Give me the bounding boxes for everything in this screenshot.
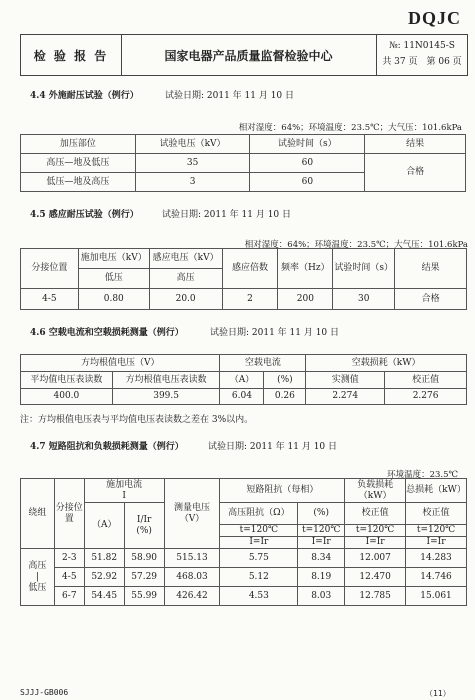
th: 高压 — [149, 269, 222, 289]
cell: 2 — [222, 289, 278, 310]
th: 方均根值电压表读数 — [112, 372, 220, 389]
winding-low: 低压 — [28, 582, 47, 593]
cell: 468.03 — [164, 568, 220, 587]
cell: 399.5 — [112, 389, 220, 405]
cond-cell: t=120℃ — [406, 525, 467, 537]
cell: 60 — [250, 173, 365, 192]
section-4-7-conditions: 环境温度：23.5℃ — [387, 470, 458, 480]
section-4-6-date: 试验日期: 2011 年 11 月 10 日 — [210, 328, 340, 338]
cond-cell: t=120℃ — [298, 525, 345, 537]
th: 测量电压（V） — [164, 479, 220, 549]
cell: 高压—地及低压 — [21, 154, 136, 173]
table-4-6 — [20, 354, 467, 405]
section-4-4-title: 4.4 外施耐压试验（例行） — [30, 91, 139, 101]
cond-cell: I=Ir — [298, 537, 345, 549]
cell: 515.13 — [164, 549, 220, 568]
cell: 6.04 — [220, 389, 264, 405]
th: （A） — [84, 503, 124, 549]
section-4-7-title: 4.7 短路阻抗和负载损耗测量（例行） — [30, 442, 184, 452]
cell: 4.53 — [220, 587, 298, 606]
table-4-5 — [20, 248, 467, 310]
current-symbol: I — [122, 490, 126, 501]
report-number: №: 11N0145-S — [389, 41, 455, 51]
footer-page: （11） — [425, 689, 451, 698]
th: 试验电压（kV） — [135, 135, 250, 154]
cond-cell: t=120℃ — [345, 525, 406, 537]
th: 短路阻抗（每相） — [220, 479, 345, 503]
cell: 35 — [135, 154, 250, 173]
cond-cell: I=Ir — [345, 537, 406, 549]
current-header: 施加电流 — [106, 479, 143, 490]
th: 加压部位 — [21, 135, 136, 154]
cell: 低压—地及高压 — [21, 173, 136, 192]
th: 结果 — [365, 135, 466, 154]
winding-high: 高压 — [28, 560, 47, 571]
section-4-6-note: 注：方均根值电压表与平均值电压表读数之差在 3%以内。 — [20, 415, 254, 425]
cell: 4-5 — [54, 568, 84, 587]
section-4-4-conditions: 相对湿度：64%；环境温度：23.5℃；大气压：101.6kPa — [238, 123, 462, 133]
cell: 30 — [333, 289, 395, 310]
th — [84, 479, 164, 503]
th: 空载损耗（kW） — [306, 355, 467, 372]
th: (%) — [264, 372, 306, 389]
cell: 14.746 — [406, 568, 467, 587]
th: 施加电压（kV） — [78, 249, 149, 269]
cell: 8.34 — [298, 549, 345, 568]
th: 试验时间（s） — [333, 249, 395, 289]
cell: 12.470 — [345, 568, 406, 587]
cond-cell: t=120℃ — [220, 525, 298, 537]
cond-cell: I=Ir — [220, 537, 298, 549]
section-4-5-title: 4.5 感应耐压试验（例行） — [30, 210, 139, 220]
cell: 2-3 — [54, 549, 84, 568]
report-header — [20, 34, 468, 76]
cell: 12.785 — [345, 587, 406, 606]
th: 绕组 — [21, 479, 55, 549]
cell: 15.061 — [406, 587, 467, 606]
cell: 58.90 — [124, 549, 164, 568]
th: 负载损耗（kW） — [345, 479, 406, 503]
cell: 5.75 — [220, 549, 298, 568]
table-4-4 — [20, 134, 466, 192]
cell: 51.82 — [84, 549, 124, 568]
cell: 0.26 — [264, 389, 306, 405]
th: 总损耗（kW） — [406, 479, 467, 503]
ratio-unit: (%) — [136, 525, 152, 536]
report-meta — [377, 38, 467, 70]
th: 感应电压（kV） — [149, 249, 222, 269]
cell: 200 — [278, 289, 333, 310]
th: 空载电流 — [220, 355, 306, 372]
cell: 12.007 — [345, 549, 406, 568]
cell: 52.92 — [84, 568, 124, 587]
cell: 60 — [250, 154, 365, 173]
th: 试验时间（s） — [250, 135, 365, 154]
th: 校正值 — [406, 503, 467, 525]
cell: 3 — [135, 173, 250, 192]
th: 平均值电压表读数 — [21, 372, 113, 389]
result-cell: 合格 — [365, 154, 466, 192]
section-4-6-title: 4.6 空载电流和空载损耗测量（例行） — [30, 328, 184, 338]
th: 高压阻抗（Ω） — [220, 503, 298, 525]
section-4-7-date: 试验日期: 2011 年 11 月 10 日 — [208, 442, 338, 452]
th: 低压 — [78, 269, 149, 289]
th: 结果 — [395, 249, 467, 289]
th: 分接位置 — [54, 479, 84, 549]
winding-cell — [21, 549, 55, 606]
section-4-5-date: 试验日期: 2011 年 11 月 10 日 — [162, 210, 292, 220]
cell: 8.03 — [298, 587, 345, 606]
cell: 400.0 — [21, 389, 113, 405]
th: 方均根值电压（V） — [21, 355, 220, 372]
cell: 14.283 — [406, 549, 467, 568]
cell: 5.12 — [220, 568, 298, 587]
th — [124, 503, 164, 549]
th: 校正值 — [385, 372, 467, 389]
cell: 57.29 — [124, 568, 164, 587]
cell: 20.0 — [149, 289, 222, 310]
th: (%) — [298, 503, 345, 525]
cell: 8.19 — [298, 568, 345, 587]
ratio-header: I/Ir — [136, 514, 152, 525]
th: 感应倍数 — [222, 249, 278, 289]
th: 实测值 — [306, 372, 385, 389]
section-4-5-conditions: 相对湿度：64%；环境温度：23.5℃；大气压：101.6kPa — [244, 240, 468, 250]
footer-code: SJJJ-GB006 — [20, 688, 69, 697]
cell: 6-7 — [54, 587, 84, 606]
winding-bar: | — [35, 571, 39, 582]
th: 校正值 — [345, 503, 406, 525]
cell: 4-5 — [21, 289, 79, 310]
cell: 55.99 — [124, 587, 164, 606]
cond-cell: I=Ir — [406, 537, 467, 549]
th: 分接位置 — [21, 249, 79, 289]
cell: 合格 — [395, 289, 467, 310]
cell: 0.80 — [78, 289, 149, 310]
cell: 2.276 — [385, 389, 467, 405]
section-4-4-date: 试验日期: 2011 年 11 月 10 日 — [165, 91, 295, 101]
center-name: 国家电器产品质量监督检验中心 — [121, 35, 377, 75]
cell: 426.42 — [164, 587, 220, 606]
table-4-7 — [20, 478, 467, 606]
brand-mark: DQJC — [408, 8, 461, 28]
th: 频率（Hz） — [278, 249, 333, 289]
th: （A） — [220, 372, 264, 389]
cell: 54.45 — [84, 587, 124, 606]
page-count: 共 37 页 第 06 页 — [382, 57, 462, 67]
cell: 2.274 — [306, 389, 385, 405]
report-title: 检 验 报 告 — [21, 35, 122, 75]
